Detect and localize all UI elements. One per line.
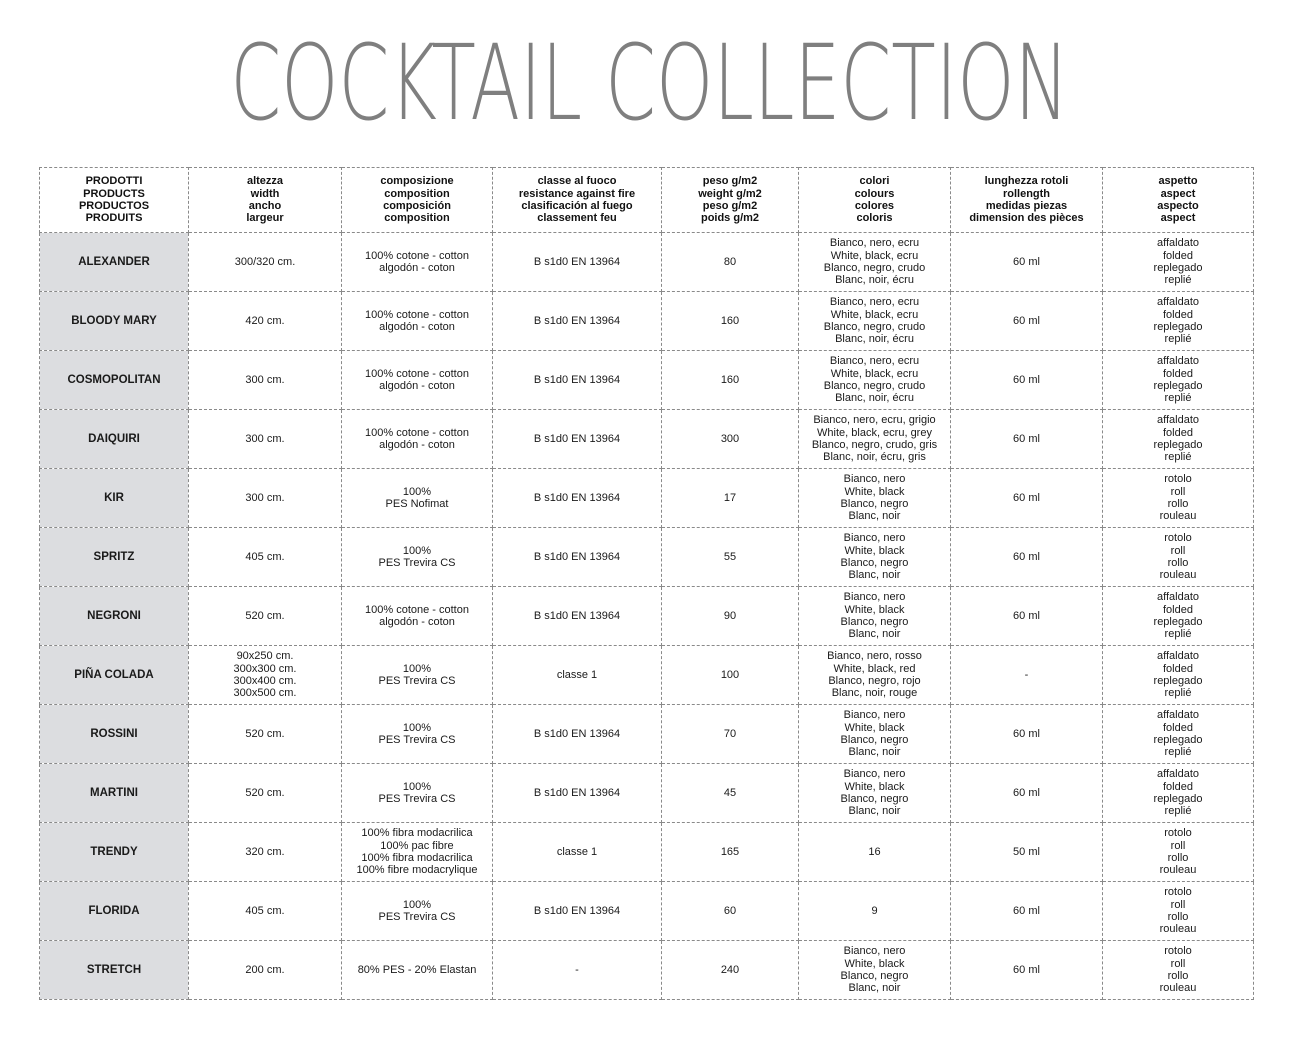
cell-fire-class: B s1d0 EN 13964 [493, 528, 662, 587]
header-fire-class: classe al fuoco resistance against fire clasificación al fuego classement feu [493, 168, 662, 233]
cell-weight: 160 [662, 351, 799, 410]
cell-width: 320 cm. [189, 823, 342, 882]
cell-fire-class: B s1d0 EN 13964 [493, 351, 662, 410]
cell-composition: 100% PES Trevira CS [342, 646, 493, 705]
cell-composition: 100% cotone - cotton algodón - coton [342, 351, 493, 410]
cell-colours: Bianco, nero White, black Blanco, negro Blanc, noir [799, 941, 951, 1000]
cell-aspect: affaldato folded replegado replié [1103, 351, 1254, 410]
header-row [40, 168, 1254, 233]
cell-colours: Bianco, nero, rosso White, black, red Blanco, negro, rojo Blanc, noir, rouge [799, 646, 951, 705]
cell-weight: 90 [662, 587, 799, 646]
cell-colours: 9 [799, 882, 951, 941]
cell-product-name: NEGRONI [40, 587, 189, 646]
cell-composition: 100% PES Trevira CS [342, 528, 493, 587]
cell-weight: 17 [662, 469, 799, 528]
table-row [40, 528, 1254, 587]
cell-width: 520 cm. [189, 587, 342, 646]
cell-roll-length: 60 ml [951, 705, 1103, 764]
cell-product-name: DAIQUIRI [40, 410, 189, 469]
cell-weight: 160 [662, 292, 799, 351]
cell-aspect: rotolo roll rollo rouleau [1103, 469, 1254, 528]
cell-fire-class: B s1d0 EN 13964 [493, 882, 662, 941]
table-row [40, 941, 1254, 1000]
cell-aspect: rotolo roll rollo rouleau [1103, 823, 1254, 882]
cell-composition: 100% PES Trevira CS [342, 882, 493, 941]
cell-fire-class: B s1d0 EN 13964 [493, 292, 662, 351]
cell-width: 520 cm. [189, 764, 342, 823]
cell-colours: Bianco, nero White, black Blanco, negro Blanc, noir [799, 587, 951, 646]
cell-fire-class: classe 1 [493, 823, 662, 882]
cell-fire-class: B s1d0 EN 13964 [493, 587, 662, 646]
cell-roll-length: 60 ml [951, 410, 1103, 469]
cell-aspect: affaldato folded replegado replié [1103, 292, 1254, 351]
cell-product-name: SPRITZ [40, 528, 189, 587]
cell-width: 90x250 cm. 300x300 cm. 300x400 cm. 300x500 cm. [189, 646, 342, 705]
cell-fire-class: B s1d0 EN 13964 [493, 469, 662, 528]
table-row [40, 646, 1254, 705]
product-table [39, 167, 1254, 1000]
cell-product-name: KIR [40, 469, 189, 528]
cell-weight: 60 [662, 882, 799, 941]
header-width: altezza width ancho largeur [189, 168, 342, 233]
cell-colours: Bianco, nero White, black Blanco, negro Blanc, noir [799, 705, 951, 764]
cell-product-name: ROSSINI [40, 705, 189, 764]
cell-aspect: rotolo roll rollo rouleau [1103, 882, 1254, 941]
cell-weight: 55 [662, 528, 799, 587]
cell-aspect: affaldato folded replegado replié [1103, 587, 1254, 646]
table-body [40, 233, 1254, 1000]
cell-roll-length: 60 ml [951, 233, 1103, 292]
cell-width: 520 cm. [189, 705, 342, 764]
cell-roll-length: 50 ml [951, 823, 1103, 882]
cell-fire-class: B s1d0 EN 13964 [493, 410, 662, 469]
cell-colours: Bianco, nero, ecru White, black, ecru Blanco, negro, crudo Blanc, noir, écru [799, 292, 951, 351]
cell-roll-length: 60 ml [951, 469, 1103, 528]
cell-product-name: BLOODY MARY [40, 292, 189, 351]
cell-width: 200 cm. [189, 941, 342, 1000]
cell-aspect: affaldato folded replegado replié [1103, 646, 1254, 705]
cell-colours: 16 [799, 823, 951, 882]
cell-roll-length: 60 ml [951, 292, 1103, 351]
cell-fire-class: B s1d0 EN 13964 [493, 233, 662, 292]
table-row [40, 823, 1254, 882]
cell-fire-class: B s1d0 EN 13964 [493, 705, 662, 764]
table-row [40, 292, 1254, 351]
cell-aspect: affaldato folded replegado replié [1103, 705, 1254, 764]
cell-roll-length: 60 ml [951, 764, 1103, 823]
cell-roll-length: - [951, 646, 1103, 705]
cell-fire-class: classe 1 [493, 646, 662, 705]
table-row [40, 351, 1254, 410]
cell-composition: 100% cotone - cotton algodón - coton [342, 292, 493, 351]
cell-composition: 100% PES Trevira CS [342, 705, 493, 764]
cell-roll-length: 60 ml [951, 882, 1103, 941]
cell-fire-class: B s1d0 EN 13964 [493, 764, 662, 823]
cell-aspect: rotolo roll rollo rouleau [1103, 528, 1254, 587]
cell-colours: Bianco, nero, ecru White, black, ecru Blanco, negro, crudo Blanc, noir, écru [799, 233, 951, 292]
cell-colours: Bianco, nero White, black Blanco, negro Blanc, noir [799, 764, 951, 823]
cell-composition: 80% PES - 20% Elastan [342, 941, 493, 1000]
page-title: COCKTAIL COLLECTION [230, 22, 1069, 144]
cell-roll-length: 60 ml [951, 941, 1103, 1000]
header-products: PRODOTTI PRODUCTS PRODUCTOS PRODUITS [40, 168, 189, 233]
cell-product-name: FLORIDA [40, 882, 189, 941]
table-row [40, 705, 1254, 764]
cell-weight: 240 [662, 941, 799, 1000]
cell-weight: 45 [662, 764, 799, 823]
cell-weight: 100 [662, 646, 799, 705]
cell-composition: 100% fibra modacrilica 100% pac fibre 100% fibra modacrilica 100% fibre modacrylique [342, 823, 493, 882]
cell-weight: 300 [662, 410, 799, 469]
header-weight: peso g/m2 weight g/m2 peso g/m2 poids g/m2 [662, 168, 799, 233]
cell-width: 405 cm. [189, 882, 342, 941]
cell-fire-class: - [493, 941, 662, 1000]
cell-aspect: affaldato folded replegado replié [1103, 410, 1254, 469]
header-colours: colori colours colores coloris [799, 168, 951, 233]
cell-width: 420 cm. [189, 292, 342, 351]
header-aspect: aspetto aspect aspecto aspect [1103, 168, 1254, 233]
cell-width: 300/320 cm. [189, 233, 342, 292]
header-roll-length: lunghezza rotoli rollength medidas piezas dimension des pièces [951, 168, 1103, 233]
cell-composition: 100% cotone - cotton algodón - coton [342, 587, 493, 646]
cell-product-name: MARTINI [40, 764, 189, 823]
cell-width: 300 cm. [189, 410, 342, 469]
cell-aspect: affaldato folded replegado replié [1103, 764, 1254, 823]
cell-colours: Bianco, nero, ecru White, black, ecru Blanco, negro, crudo Blanc, noir, écru [799, 351, 951, 410]
cell-composition: 100% cotone - cotton algodón - coton [342, 410, 493, 469]
cell-width: 405 cm. [189, 528, 342, 587]
cell-product-name: STRETCH [40, 941, 189, 1000]
table-row [40, 469, 1254, 528]
cell-composition: 100% cotone - cotton algodón - coton [342, 233, 493, 292]
cell-aspect: rotolo roll rollo rouleau [1103, 941, 1254, 1000]
cell-composition: 100% PES Trevira CS [342, 764, 493, 823]
table-row [40, 882, 1254, 941]
cell-colours: Bianco, nero White, black Blanco, negro Blanc, noir [799, 469, 951, 528]
table-row [40, 587, 1254, 646]
cell-product-name: PIÑA COLADA [40, 646, 189, 705]
cell-weight: 80 [662, 233, 799, 292]
cell-weight: 165 [662, 823, 799, 882]
cell-product-name: TRENDY [40, 823, 189, 882]
cell-roll-length: 60 ml [951, 587, 1103, 646]
cell-weight: 70 [662, 705, 799, 764]
cell-product-name: ALEXANDER [40, 233, 189, 292]
cell-composition: 100% PES Nofimat [342, 469, 493, 528]
cell-colours: Bianco, nero, ecru, grigio White, black, ecru, grey Blanco, negro, crudo, gris Blanc, noir, écru, gris [799, 410, 951, 469]
cell-product-name: COSMOPOLITAN [40, 351, 189, 410]
header-composition: composizione composition composición composition [342, 168, 493, 233]
cell-colours: Bianco, nero White, black Blanco, negro Blanc, noir [799, 528, 951, 587]
table-row [40, 410, 1254, 469]
table-row [40, 233, 1254, 292]
cell-width: 300 cm. [189, 469, 342, 528]
cell-aspect: affaldato folded replegado replié [1103, 233, 1254, 292]
cell-width: 300 cm. [189, 351, 342, 410]
table-row [40, 764, 1254, 823]
cell-roll-length: 60 ml [951, 351, 1103, 410]
cell-roll-length: 60 ml [951, 528, 1103, 587]
